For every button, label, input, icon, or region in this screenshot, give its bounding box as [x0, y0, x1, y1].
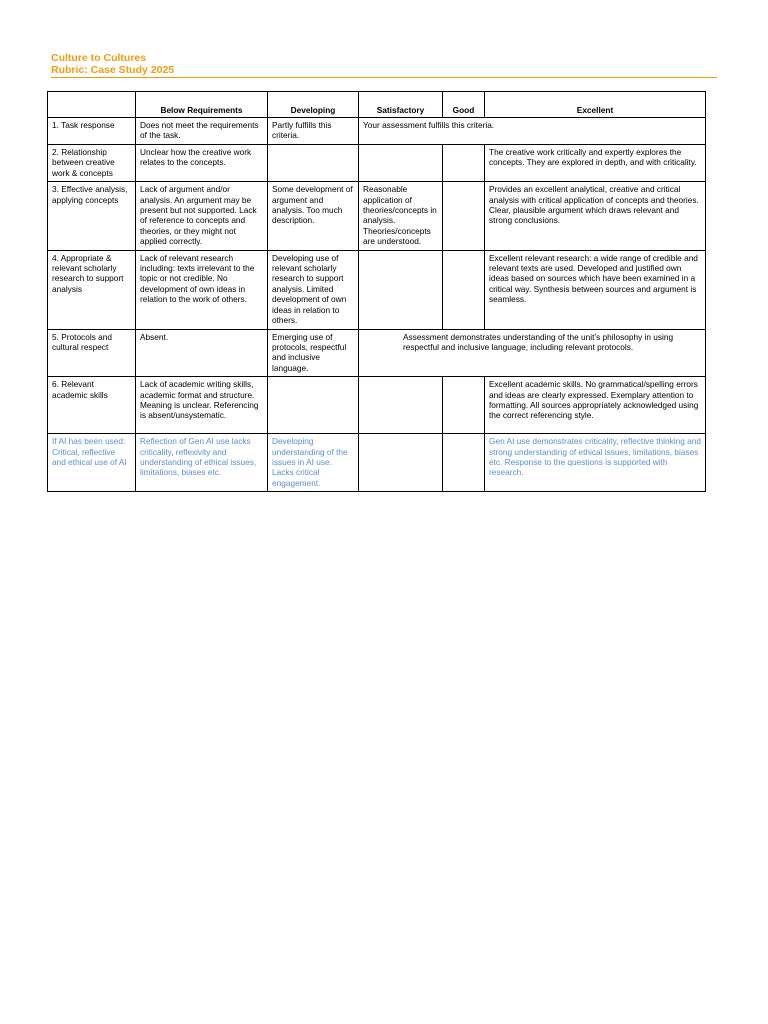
- below-cell: Unclear how the creative work relates to the concepts.: [136, 145, 268, 182]
- satisfactory-cell: [359, 145, 443, 182]
- good-cell: [443, 250, 485, 329]
- merged-cell: Your assessment fulfills this criteria.: [359, 118, 706, 145]
- document-subtitle: Rubric: Case Study 2025: [51, 64, 175, 76]
- table-row: [48, 250, 706, 329]
- below-cell: Does not meet the requirements of the task.: [136, 118, 268, 145]
- column-header-blank: [48, 92, 136, 118]
- column-header-developing: Developing: [268, 92, 359, 118]
- developing-cell: [268, 377, 359, 434]
- table-row: [48, 329, 706, 377]
- table-header-row: [48, 92, 706, 118]
- below-cell: Lack of argument and/or analysis. An argument may be present but not supported. Lack of reference to concepts and theories, or they might not applied correctly.: [136, 182, 268, 250]
- below-cell: Lack of relevant research including: texts irrelevant to the topic or not credible. No development of own ideas in relation to the work of others.: [136, 250, 268, 329]
- column-header-excellent: Excellent: [485, 92, 706, 118]
- excellent-cell: Gen AI use demonstrates criticality, reflective thinking and strong understanding of ethical issues, limitations, biases etc. Response to the questions is supported with research.: [485, 434, 706, 492]
- excellent-cell: Provides an excellent analytical, creative and critical analysis with critical application of concepts and theories. Clear, plausible argument which draws relevant and strong conclusions.: [485, 182, 706, 250]
- criterion-cell: 1. Task response: [48, 118, 136, 145]
- excellent-cell: Excellent academic skills. No grammatical/spelling errors and ideas are clearly expressed. Exemplary attention to formatting. All sources appropriately acknowledged using the correct referencing style.: [485, 377, 706, 434]
- document-header: [51, 52, 717, 76]
- header-divider: [51, 77, 717, 78]
- developing-cell: Emerging use of protocols, respectful and inclusive language.: [268, 329, 359, 377]
- below-cell: Absent.: [136, 329, 268, 377]
- developing-cell: [268, 145, 359, 182]
- below-cell: Reflection of Gen AI use lacks criticality, reflexivity and understanding of ethical issues, limitations, biases etc.: [136, 434, 268, 492]
- good-cell: [443, 145, 485, 182]
- table-row: [48, 118, 706, 145]
- good-cell: [443, 434, 485, 492]
- satisfactory-cell: Reasonable application of theories/concepts in analysis. Theories/concepts are understood.: [359, 182, 443, 250]
- table-row: [48, 434, 706, 492]
- criterion-cell: 2. Relationship between creative work & concepts: [48, 145, 136, 182]
- developing-cell: Some development of argument and analysis. Too much description.: [268, 182, 359, 250]
- excellent-cell: The creative work critically and expertly explores the concepts. They are explored in depth, and with criticality.: [485, 145, 706, 182]
- table-row: [48, 145, 706, 182]
- developing-cell: Partly fulfills this criteria.: [268, 118, 359, 145]
- table-row: [48, 182, 706, 250]
- merged-cell: Assessment demonstrates understanding of the unit’s philosophy in using respectful and inclusive language, including relevant protocols.: [359, 329, 706, 377]
- developing-cell: Developing use of relevant scholarly research to support analysis. Limited development of own ideas in relation to others.: [268, 250, 359, 329]
- document-title: Culture to Cultures: [51, 52, 147, 64]
- satisfactory-cell: [359, 434, 443, 492]
- good-cell: [443, 182, 485, 250]
- criterion-cell: 6. Relevant academic skills: [48, 377, 136, 434]
- good-cell: [443, 377, 485, 434]
- column-header-good: Good: [443, 92, 485, 118]
- rubric-table: [47, 91, 706, 492]
- satisfactory-cell: [359, 377, 443, 434]
- criterion-cell: If AI has been used: Critical, reflective and ethical use of AI: [48, 434, 136, 492]
- criterion-cell: 3. Effective analysis, applying concepts: [48, 182, 136, 250]
- column-header-below: Below Requirements: [136, 92, 268, 118]
- criterion-cell: 5. Protocols and cultural respect: [48, 329, 136, 377]
- developing-cell: Developing understanding of the issues in AI use. Lacks critical engagement.: [268, 434, 359, 492]
- table-row: [48, 377, 706, 434]
- criterion-cell: 4. Appropriate & relevant scholarly research to support analysis: [48, 250, 136, 329]
- satisfactory-cell: [359, 250, 443, 329]
- column-header-satisfactory: Satisfactory: [359, 92, 443, 118]
- below-cell: Lack of academic writing skills, academic format and structure. Meaning is unclear. Referencing is absent/unsystematic.: [136, 377, 268, 434]
- excellent-cell: Excellent relevant research: a wide range of credible and relevant texts are used. Developed and justified own ideas based on sources which have been examined in a critical way. Synthesis between sources and argument is seamless.: [485, 250, 706, 329]
